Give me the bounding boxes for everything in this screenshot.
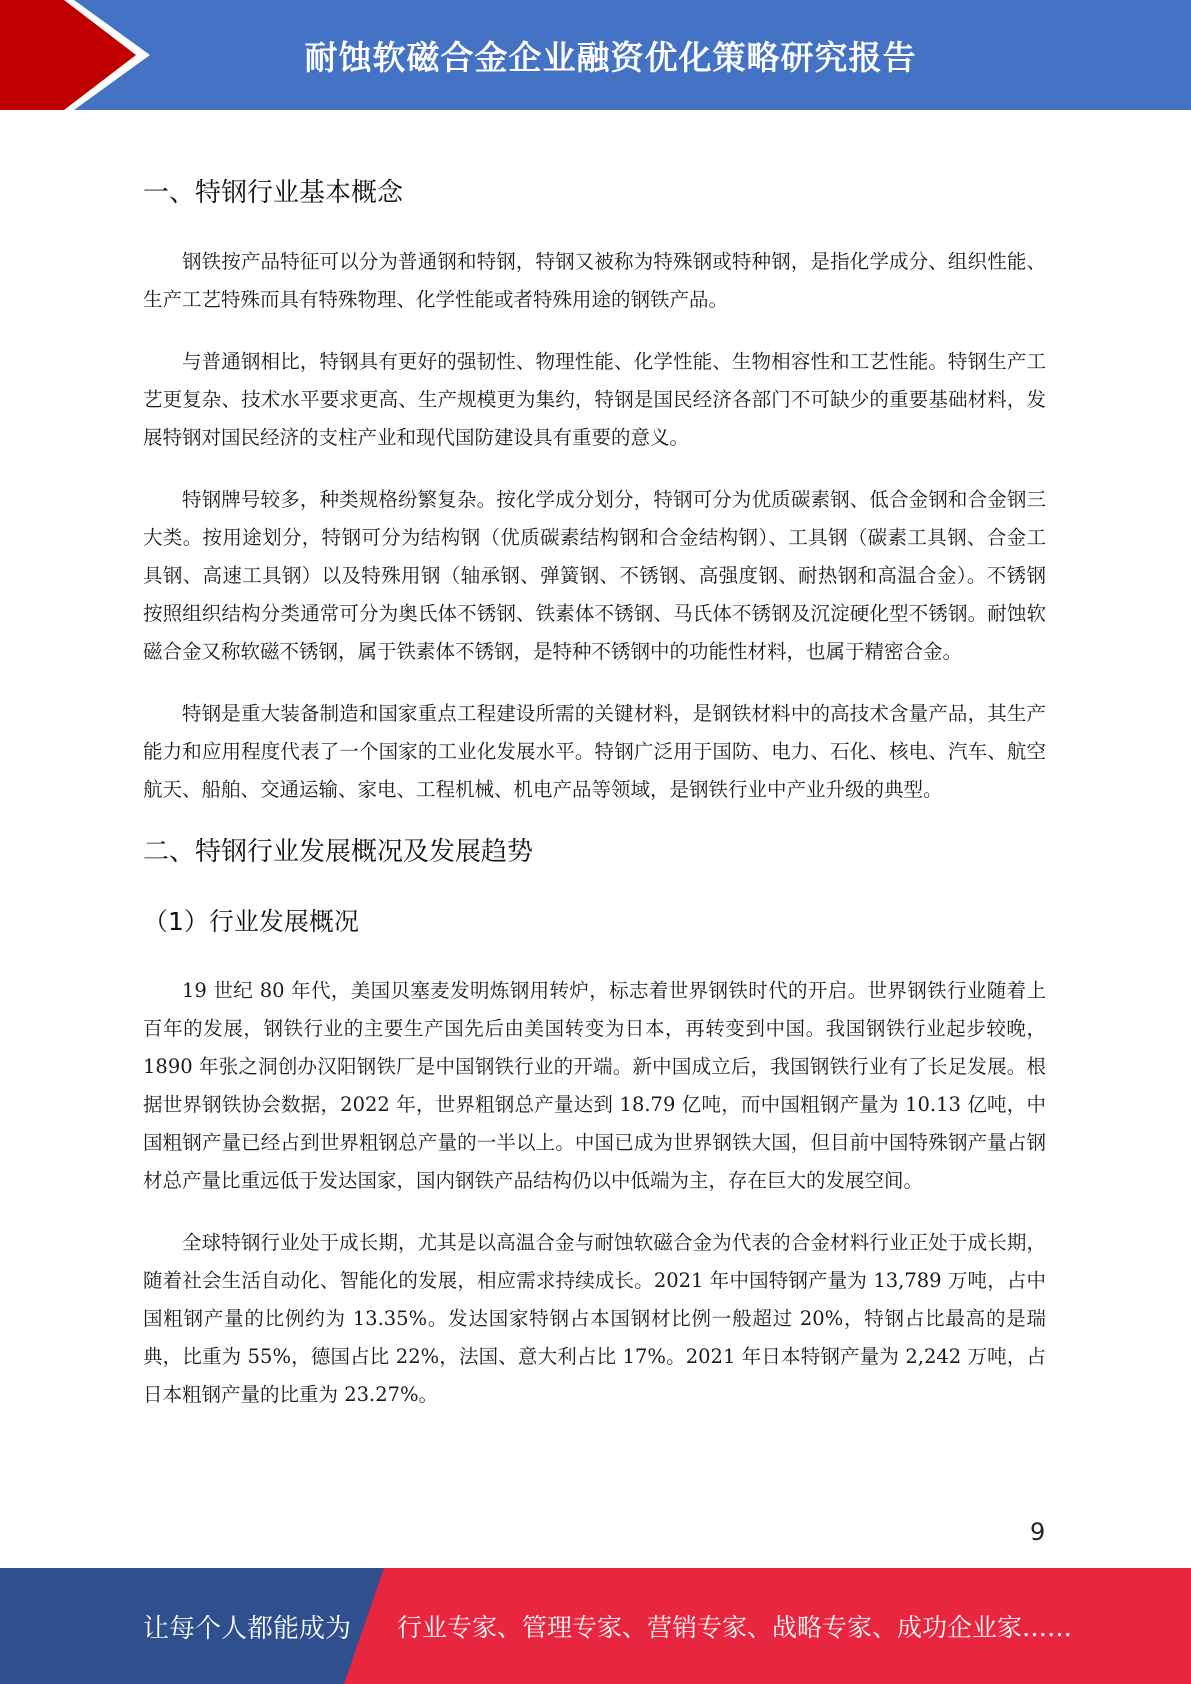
footer-band	[0, 1568, 1191, 1684]
section-2-subheading-1: （1）行业发展概况	[143, 907, 359, 936]
footer-slogan-left: 让每个人都能成为	[143, 1613, 352, 1644]
document-body	[143, 160, 1046, 1414]
footer-slogan-right: 行业专家、管理专家、营销专家、战略专家、成功企业家……	[397, 1613, 1073, 1642]
section-1-paragraph-4: 特钢是重大装备制造和国家重点工程建设所需的关键材料，是钢铁材料中的高技术含量产品，其生产能力和应用程度代表了一个国家的工业化发展水平。特钢广泛用于国防、电力、石化、核电、汽车、航空航天、船舶、交通运输、家电、工程机械、机电产品等领域，是钢铁行业中产业升级的典型。	[143, 702, 1046, 801]
header-band	[0, 0, 1191, 110]
section-1-paragraph-2: 与普通钢相比，特钢具有更好的强韧性、物理性能、化学性能、生物相容性和工艺性能。特钢生产工艺更复杂、技术水平要求更高、生产规模更为集约，特钢是国民经济各部门不可缺少的重要基础材料，发展特钢对国民经济的支柱产业和现代国防建设具有重要的意义。	[143, 350, 1046, 449]
section-1-paragraph-1: 钢铁按产品特征可以分为普通钢和特钢，特钢又被称为特殊钢或特种钢，是指化学成分、组织性能、生产工艺特殊而具有特殊物理、化学性能或者特殊用途的钢铁产品。	[143, 250, 1046, 311]
report-title: 耐蚀软磁合金企业融资优化策略研究报告	[304, 37, 917, 77]
header-arrow-icon	[0, 0, 150, 110]
section-2-heading: 二、特钢行业发展概况及发展趋势	[143, 837, 534, 867]
section-1-paragraph-3: 特钢牌号较多，种类规格纷繁复杂。按化学成分划分，特钢可分为优质碳素钢、低合金钢和合金钢三大类。按用途划分，特钢可分为结构钢（优质碳素结构钢和合金结构钢）、工具钢（碳素工具钢、合金工具钢、高速工具钢）以及特殊用钢（轴承钢、弹簧钢、不锈钢、高强度钢、耐热钢和高温合金）。不锈钢按照组织结构分类通常可分为奥氏体不锈钢、铁素体不锈钢、马氏体不锈钢及沉淀硬化型不锈钢。耐蚀软磁合金又称软磁不锈钢，属于铁素体不锈钢，是特种不锈钢中的功能性材料，也属于精密合金。	[143, 488, 1046, 663]
section-2-paragraph-2: 全球特钢行业处于成长期，尤其是以高温合金与耐蚀软磁合金为代表的合金材料行业正处于成长期，随着社会生活自动化、智能化的发展，相应需求持续成长。2021 年中国特钢产量为 13,789 万吨，占中国粗钢产量的比例约为 13.35%。发达国家特钢占本国钢材比例一般超过 20%，特钢占比最高的是瑞典，比重为 55%，德国占比 22%，法国、意大利占比 17%。2021 年日本特钢产量为 2,242 万吨，占日本粗钢产量的比重为 23.27%。	[143, 1231, 1046, 1406]
page-number: 9	[1030, 1518, 1046, 1546]
section-2-paragraph-1: 19 世纪 80 年代，美国贝塞麦发明炼钢用转炉，标志着世界钢铁时代的开启。世界钢铁行业随着上百年的发展，钢铁行业的主要生产国先后由美国转变为日本，再转变到中国。我国钢铁行业起步较晚，1890 年张之洞创办汉阳钢铁厂是中国钢铁行业的开端。新中国成立后，我国钢铁行业有了长足发展。根据世界钢铁协会数据，2022 年，世界粗钢总产量达到 18.79 亿吨，而中国粗钢产量为 10.13 亿吨，中国粗钢产量已经占到世界粗钢总产量的一半以上。中国已成为世界钢铁大国，但目前中国特殊钢产量占钢材总产量比重远低于发达国家，国内钢铁产品结构仍以中低端为主，存在巨大的发展空间。	[143, 979, 1046, 1192]
section-1-heading: 一、特钢行业基本概念	[143, 178, 404, 208]
